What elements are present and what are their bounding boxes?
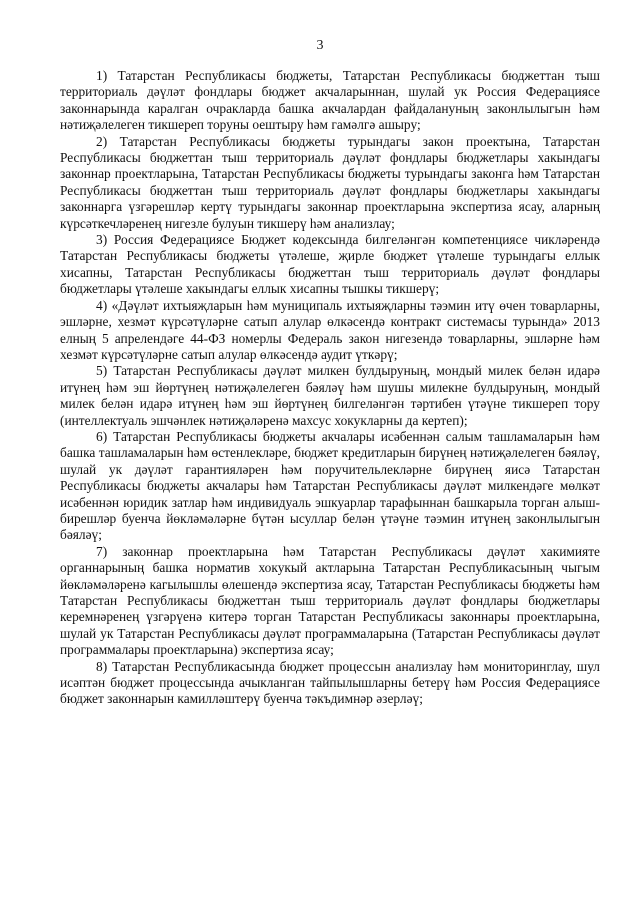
- paragraph-item-2: 2) Татарстан Республикасы бюджеты турындагы закон проектына, Татарстан Республикасы бюджеттан тыш территориаль дәүләт фондлары бюджетлары хакындагы законнар проектларына, Татарстан Республикасы бюджеты турындагы законга һәм Татарстан Республикасы бюджеттан тыш территориаль дәүләт фондлары бюджетлары хакындагы законнарга үзгәрешләр кертү турындагы законнар проектларына экспертиза ясау, аларның күрсәткечләренең нигезле булуын тикшерү һәм анализлау;: [60, 133, 600, 231]
- paragraph-item-6: 6) Татарстан Республикасы бюджеты акчалары исәбеннән салым ташламаларын һәм башка ташламаларын һәм өстенлекләре, бюджет кредитларын бирүнең нәтиҗәлелеген бәяләү, шулай ук дәүләт гарантияләрен һәм поручительлекләрне бирүнең яисә Татарстан Республикасы бюджеты акчалары һәм Татарстан Республикасы дәүләт милкендәге мөлкәт исәбеннән юридик затлар һәм индивидуаль эшкуарлар тарафыннан башкарыла торган алыш-бирешләр буенча йөкләмәләрне бүтән ысуллар белән үтәүне тәэмин итүнең законлылыгын бәяләү;: [60, 428, 600, 543]
- paragraph-item-7: 7) законнар проектларына һәм Татарстан Республикасы дәүләт хакимияте органнарының башка норматив хокукый актларына Татарстан Республикасының чыгым йөкләмәләренә кагылышлы өлешендә экспертиза ясау, Татарстан Республикасы бюджеты һәм Татарстан Республикасы бюджеттан тыш территориаль дәүләт фондлары бюджетлары керемнәренең үзгәрүенә китерә торган Татарстан Республикасы законнары проектларына, шулай ук Татарстан Республикасы дәүләт программаларына (Татарстан Республикасы дәүләт программалары проектларына) экспертиза ясау;: [60, 543, 600, 658]
- paragraph-item-4: 4) «Дәүләт ихтыяҗларын һәм муниципаль ихтыяҗларны тәэмин итү өчен товарларны, эшләрне, хезмәт күрсәтүләрне сатып алулар өлкәсендә контракт системасы турында» 2013 елның 5 апрелендәге 44-ФЗ номерлы Федераль закон нигезендә товарларны, эшләрне һәм хезмәт күрсәтүләрне сатып алулар өлкәсендә аудит үткәрү;: [60, 297, 600, 362]
- paragraph-item-3: 3) Россия Федерациясе Бюджет кодексында билгеләнгән компетенциясе чикләрендә Татарстан Республикасы бюджеты үтәлеше, җирле бюджет үтәлеше турындагы еллык хисапны, Татарстан Республикасы бюджеттан тыш территориаль дәүләт фондлары бюджетлары үтәлеше хакындагы еллык хисапны тышкы тикшерү;: [60, 232, 600, 297]
- paragraph-item-1: 1) Татарстан Республикасы бюджеты, Татарстан Республикасы бюджеттан тыш территориаль дәүләт фондлары бюджет акчаларыннан, шулай ук Россия Федерациясе законнарында каралган очракларда башка акчалардан файдалануның законлылыгын һәм нәтиҗәлелеген тикшереп торуны оештыру һәм гамәлгә ашыру;: [60, 68, 600, 133]
- page-number: 3: [316, 38, 324, 53]
- paragraph-item-5: 5) Татарстан Республикасы дәүләт милкен булдыруның, мондый милек белән идарә итүнең һәм эш йөртүнең нәтиҗәлелеген бәяләү һәм шушы милекне булдыруның, мондый милек белән идарә итүнең һәм эш йөртүнең билгеләнгән тәртибен үтәүне тикшереп тору (интеллектуаль эшчәнлек нәтиҗәләренә махсус хокукларны да кертеп);: [60, 363, 600, 428]
- paragraph-item-8: 8) Татарстан Республикасында бюджет процессын анализлау һәм мониторинглау, шул исәптән бюджет процессында ачыкланган тайпылышларны бетерү һәм Россия Федерациясе бюджет законнарын камилләштерү буенча тәкъдимнәр әзерләү;: [60, 658, 600, 707]
- document-body: [60, 68, 600, 708]
